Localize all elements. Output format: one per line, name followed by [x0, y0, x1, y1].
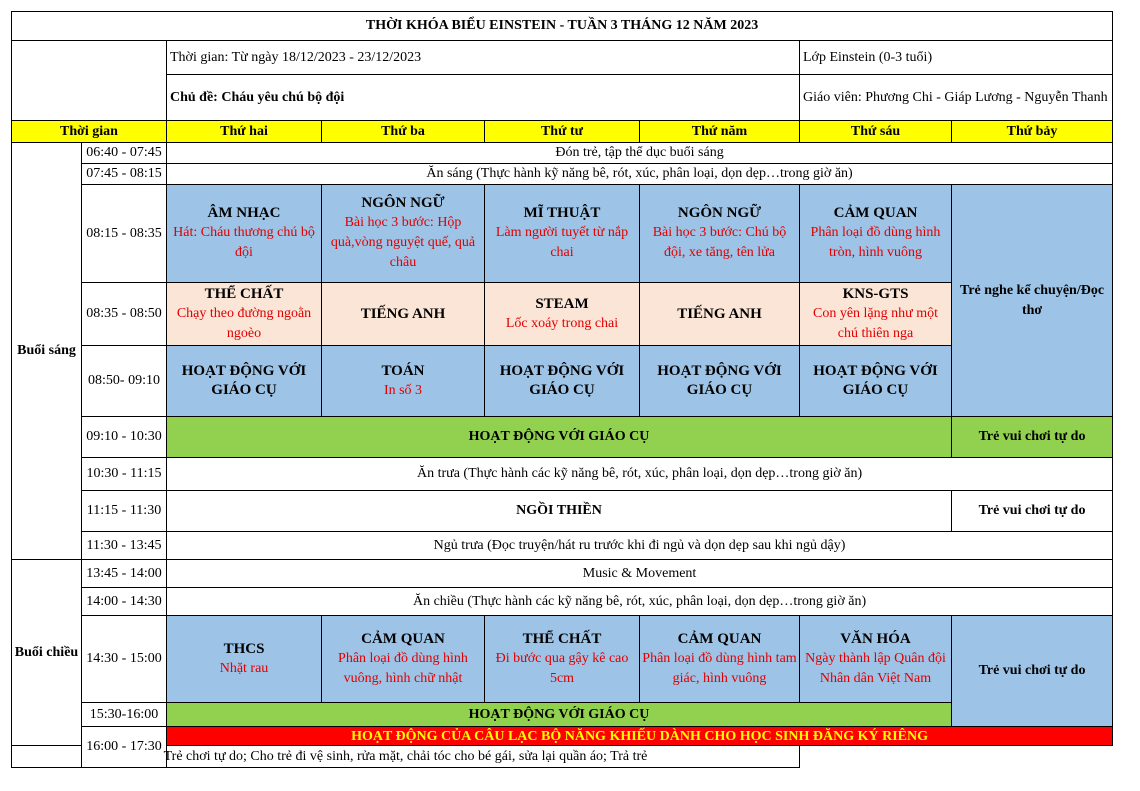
lesson-subject: NGÔN NGỮ — [361, 195, 445, 211]
lesson-cell — [640, 616, 800, 703]
montessori-band: HOẠT ĐỘNG VỚI GIÁO CỤ — [167, 417, 952, 458]
theme: Chủ đề: Cháu yêu chú bộ đội — [167, 75, 800, 121]
lesson-desc: Phân loại đồ dùng hình tam giác, hình vuông — [642, 650, 797, 686]
lesson-cell — [640, 283, 800, 346]
lesson-subject: THCS — [223, 640, 265, 657]
lesson-cell — [167, 185, 322, 283]
lesson-cell — [322, 185, 485, 283]
lesson-desc: Làm người tuyết từ nắp chai — [495, 225, 629, 260]
lesson-desc: Chạy theo đường ngoằn ngoèo — [176, 305, 312, 341]
time-slot: 09:10 - 10:30 — [82, 417, 167, 458]
lesson-subject: ÂM NHẠC — [207, 205, 281, 221]
session-afternoon: Buổi chiều — [12, 560, 82, 746]
montessori-band-pm: HOẠT ĐỘNG VỚI GIÁO CỤ — [167, 703, 952, 727]
lesson-desc: Hát: Cháu thương chú bộ đội — [173, 225, 315, 260]
free-play-cell: Trẻ vui chơi tự do — [952, 616, 1113, 727]
lesson-subject: CẢM QUAN — [361, 630, 445, 647]
lesson-cell — [640, 346, 800, 417]
lesson-cell — [485, 283, 640, 346]
snack-row: Ăn chiều (Thực hành các kỹ năng bê, rót, xúc, phân loại, dọn dẹp…trong giờ ăn) — [167, 588, 1113, 616]
header-day-monday: Thứ hai — [167, 121, 322, 143]
lesson-subject: TOÁN — [381, 362, 425, 379]
saturday-story: Trẻ nghe kể chuyện/Đọc thơ — [952, 185, 1113, 417]
lesson-cell — [485, 185, 640, 283]
lesson-subject: THỂ CHẤT — [204, 285, 284, 302]
free-play-cell: Trẻ vui chơi tự do — [952, 417, 1113, 458]
lesson-desc: Bài học 3 bước: Hộp quà,vòng nguyệt quế, quả châu — [330, 215, 476, 270]
lesson-cell — [800, 283, 952, 346]
lesson-cell — [800, 185, 952, 283]
free-play-cell: Trẻ vui chơi tự do — [952, 491, 1113, 532]
lesson-subject: NGÔN NGỮ — [677, 205, 762, 221]
lesson-desc: Ngày thành lập Quân đội Nhân dân Việt Nam — [805, 650, 946, 686]
lesson-subject: TIẾNG ANH — [677, 305, 762, 322]
lesson-desc: Nhặt rau — [219, 660, 269, 676]
header-day-friday: Thứ sáu — [800, 121, 952, 143]
session-morning: Buổi sáng — [12, 143, 82, 560]
lesson-subject: CẢM QUAN — [833, 205, 918, 221]
lesson-desc: Lốc xoáy trong chai — [505, 315, 619, 331]
header-day-saturday: Thứ bảy — [952, 121, 1113, 143]
breakfast-row: Ăn sáng (Thực hành kỹ năng bê, rót, xúc, phân loại, dọn dẹp…trong giờ ăn) — [167, 164, 1113, 185]
time-slot: 15:30-16:00 — [82, 703, 167, 727]
header-day-thursday: Thứ năm — [640, 121, 800, 143]
lesson-cell — [322, 346, 485, 417]
time-slot: 06:40 - 07:45 — [82, 143, 167, 164]
lesson-subject: THỂ CHẤT — [522, 630, 602, 647]
club-band: HOẠT ĐỘNG CỦA CÂU LẠC BỘ NĂNG KHIẾU DÀNH CHO HỌC SINH ĐĂNG KÝ RIÊNG — [167, 727, 1113, 746]
lunch-row: Ăn trưa (Thực hành các kỹ năng bê, rót, xúc, phân loại, dọn dẹp…trong giờ ăn) — [167, 458, 1113, 491]
lesson-desc: Phân loại đồ dùng hình vuông, hình chữ nhật — [338, 650, 468, 686]
lesson-subject: STEAM — [535, 295, 589, 312]
lesson-cell — [640, 185, 800, 283]
page-title: THỜI KHÓA BIỂU EINSTEIN - TUẦN 3 THÁNG 12 NĂM 2023 — [12, 12, 1113, 41]
time-slot: 08:35 - 08:50 — [82, 283, 167, 346]
lesson-cell — [800, 616, 952, 703]
lesson-cell — [800, 346, 952, 417]
time-slot: 11:15 - 11:30 — [82, 491, 167, 532]
lesson-cell — [167, 346, 322, 417]
lesson-desc: In số 3 — [383, 382, 423, 398]
arrival-row: Đón trẻ, tập thể dục buổi sáng — [167, 143, 1113, 164]
lesson-subject: VĂN HÓA — [840, 630, 911, 647]
time-slot: 08:15 - 08:35 — [82, 185, 167, 283]
lesson-cell — [485, 346, 640, 417]
lesson-subject: TIẾNG ANH — [360, 305, 446, 322]
lesson-cell — [485, 616, 640, 703]
lesson-cell — [167, 616, 322, 703]
lesson-subject: MĨ THUẬT — [523, 205, 601, 221]
lesson-subject: CẢM QUAN — [677, 630, 762, 647]
lesson-desc: Phân loại đồ dùng hình tròn, hình vuông — [810, 225, 941, 260]
header-time: Thời gian — [12, 121, 167, 143]
pickup-row: Trẻ chơi tự do; Cho trẻ đi vệ sinh, rửa mặt, chải tóc cho bé gái, sửa lại quần áo; Trả trẻ — [12, 746, 800, 768]
lesson-desc: Bài học 3 bước: Chú bộ đội, xe tăng, tên lửa — [652, 225, 787, 260]
timetable — [11, 11, 1113, 768]
time-slot: 07:45 - 08:15 — [82, 164, 167, 185]
lesson-desc: Đi bước qua gậy kê cao 5cm — [495, 650, 629, 686]
teachers: Giáo viên: Phương Chi - Giáp Lương - Nguyễn Thanh — [800, 75, 1113, 121]
lesson-desc: Con yên lặng như một chú thiên nga — [812, 305, 939, 341]
class-name: Lớp Einstein (0-3 tuổi) — [800, 41, 1113, 75]
nap-row: Ngủ trưa (Đọc truyện/hát ru trước khi đi ngủ và dọn dẹp sau khi ngủ dậy) — [167, 532, 1113, 560]
lesson-subject: KNS-GTS — [842, 285, 909, 302]
time-slot: 16:00 - 17:30 — [82, 727, 167, 768]
time-slot: 13:45 - 14:00 — [82, 560, 167, 588]
lesson-subject: HOẠT ĐỘNG VỚI GIÁO CỤ — [657, 363, 782, 398]
lesson-subject: HOẠT ĐỘNG VỚI GIÁO CỤ — [499, 363, 625, 398]
time-slot: 08:50- 09:10 — [82, 346, 167, 417]
music-row: Music & Movement — [167, 560, 1113, 588]
lesson-cell — [322, 616, 485, 703]
header-day-wednesday: Thứ tư — [485, 121, 640, 143]
time-range: Thời gian: Từ ngày 18/12/2023 - 23/12/2023 — [167, 41, 800, 75]
time-slot: 14:30 - 15:00 — [82, 616, 167, 703]
lesson-cell — [167, 283, 322, 346]
time-slot: 10:30 - 11:15 — [82, 458, 167, 491]
lesson-subject: HOẠT ĐỘNG VỚI GIÁO CỤ — [181, 363, 307, 398]
lesson-cell — [322, 283, 485, 346]
lesson-subject: HOẠT ĐỘNG VỚI GIÁO CỤ — [813, 363, 938, 398]
blank-corner — [12, 41, 167, 121]
meditation-row: NGỒI THIỀN — [167, 491, 952, 532]
time-slot: 11:30 - 13:45 — [82, 532, 167, 560]
header-day-tuesday: Thứ ba — [322, 121, 485, 143]
time-slot: 14:00 - 14:30 — [82, 588, 167, 616]
